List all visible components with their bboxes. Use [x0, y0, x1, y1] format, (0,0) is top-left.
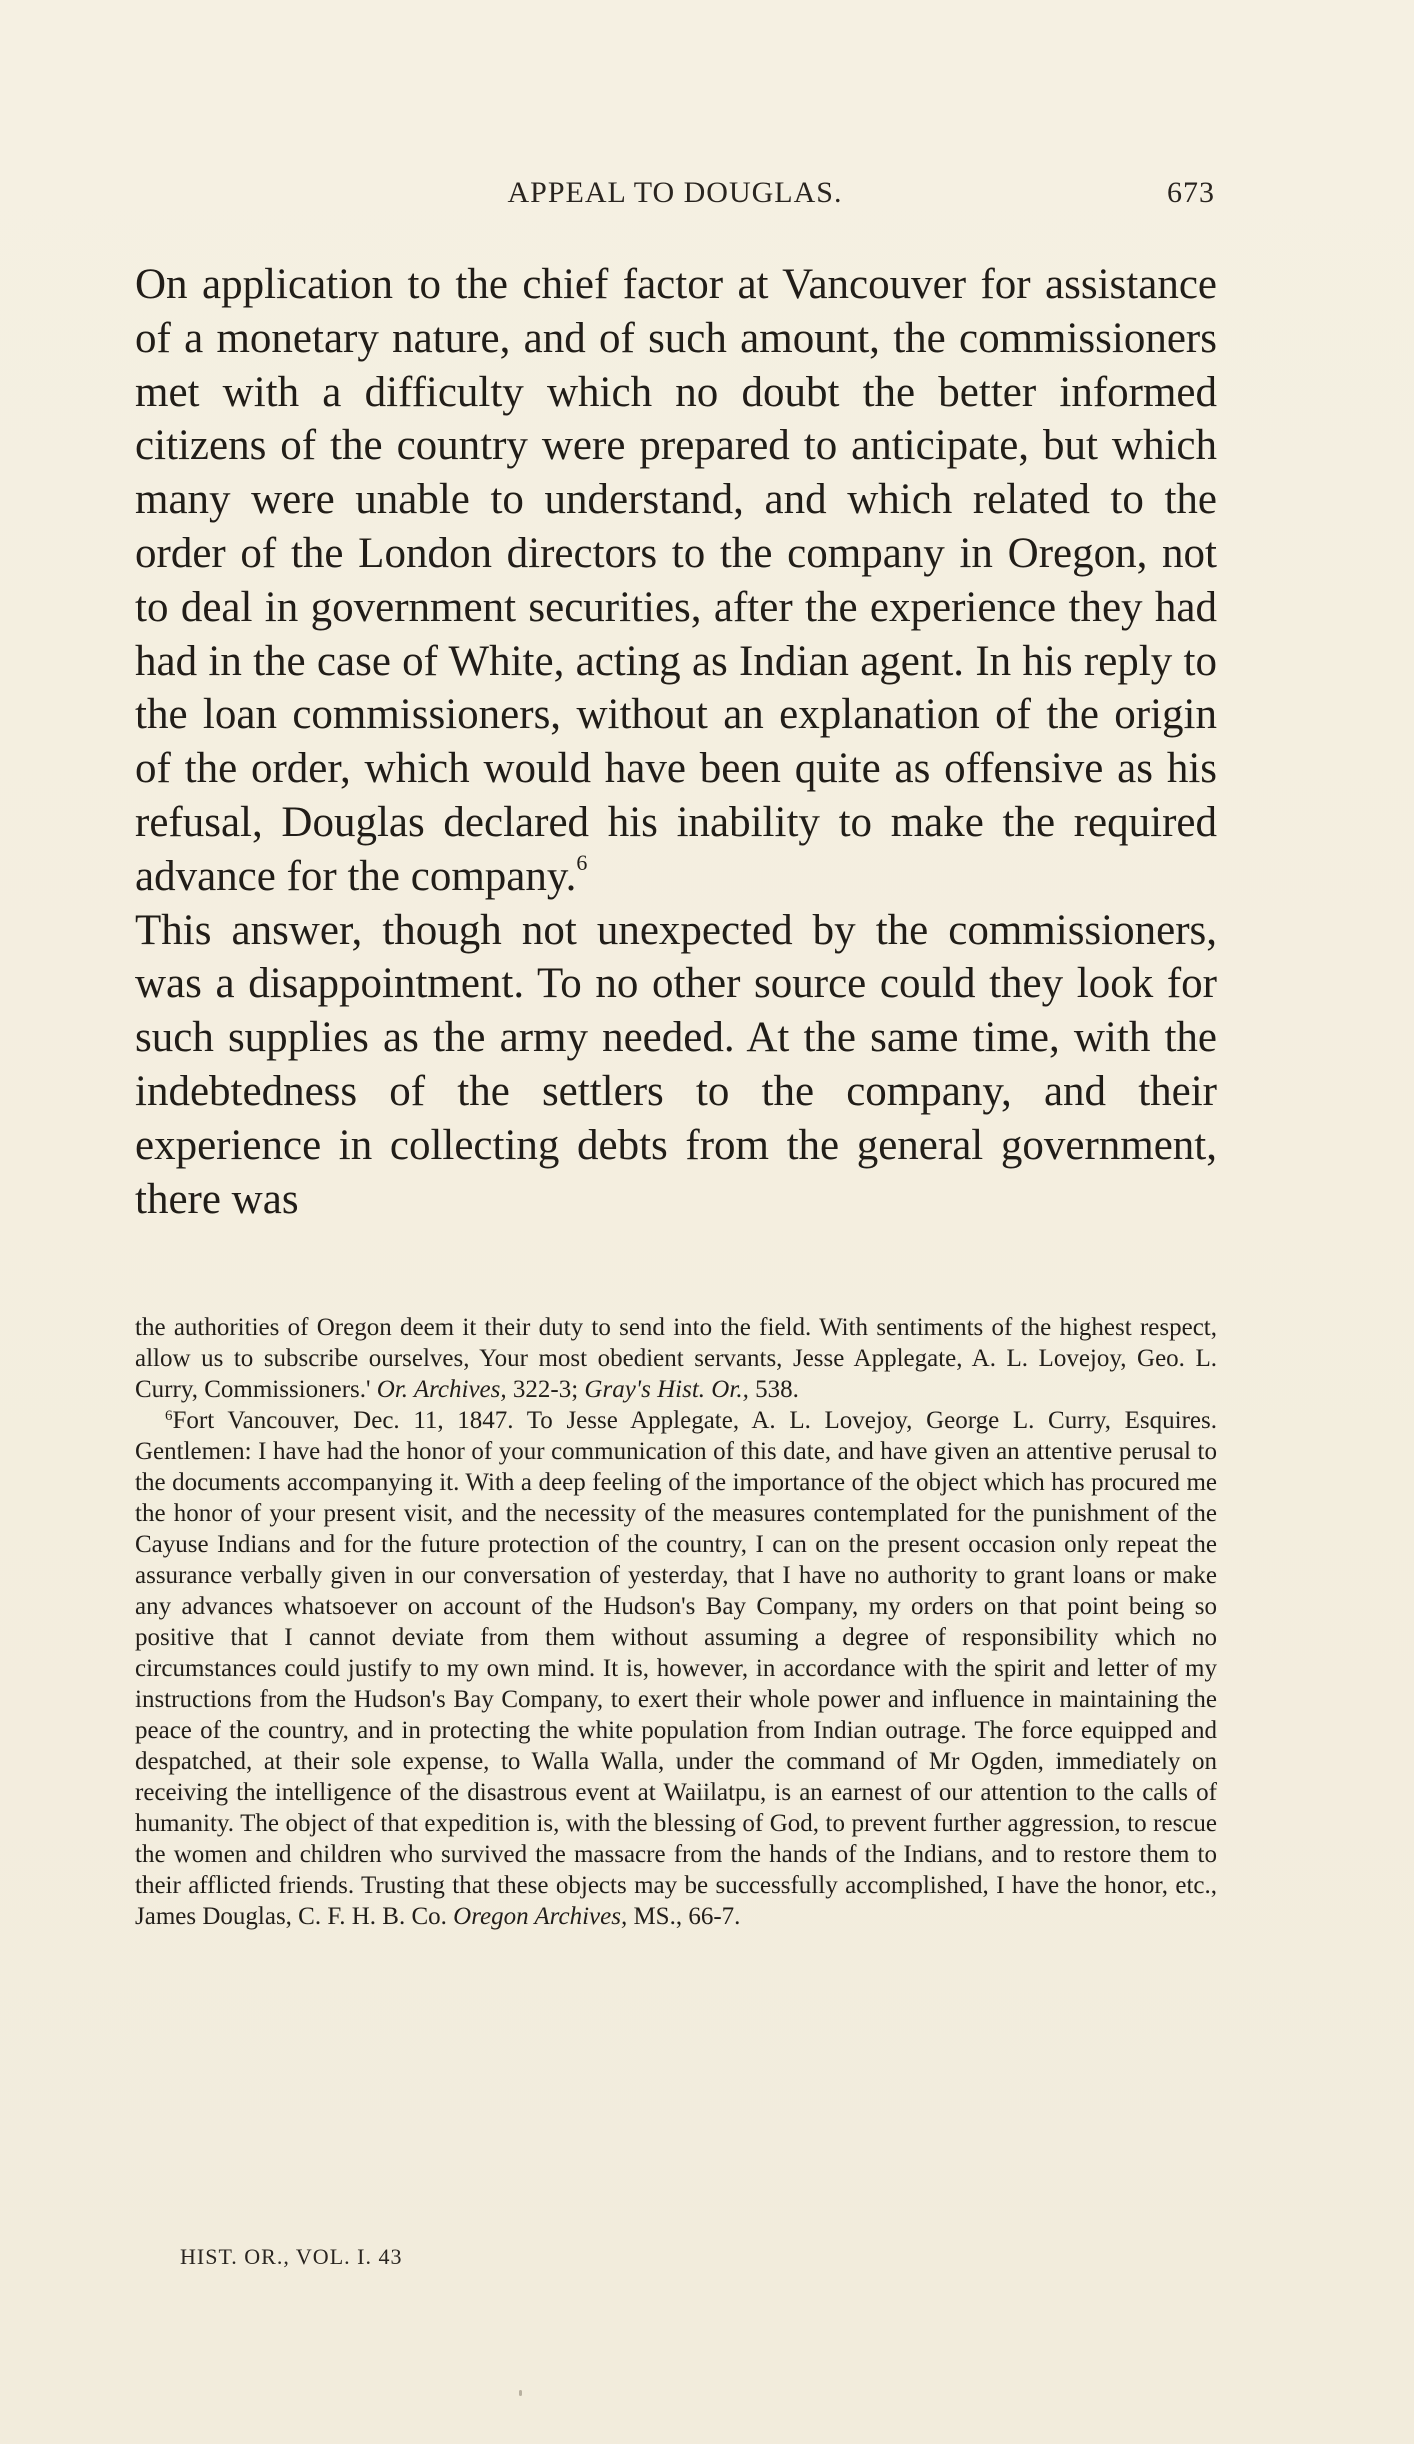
- citation-page: 538.: [755, 1376, 799, 1403]
- body-paragraph-2: This answer, though not unexpected by the commissioners, was a disappointment. To no other source could they look for such supplies as the army needed. At the same time, with the indebtedness of the settlers to the company, and their experience in collecting debts from the general government, there was: [135, 906, 1217, 1223]
- running-head: [135, 176, 1215, 216]
- footnote-continuation: [135, 1312, 1217, 1405]
- footnote-6: [135, 1405, 1217, 1932]
- footnote-6-marker: 6: [165, 1408, 173, 1424]
- citation-or-archives: Or. Archives,: [376, 1376, 507, 1403]
- signature-mark: HIST. OR., VOL. I. 43: [180, 2244, 403, 2269]
- paper-speck: [519, 2390, 522, 2396]
- footnote-6-text: Fort Vancouver, Dec. 11, 1847. To Jesse Applegate, A. L. Lovejoy, George L. Curry, Esquires. Gentlemen: I have had the honor of your communication of this date, and have given an attentive perusal to the documents accompanying it. With a deep feeling of the importance of the object which has procured me the honor of your present visit, and the necessity of the measures contemplated for the punishment of the Cayuse Indians and for the future protection of the country, I can on the present occasion only repeat the assurance verbally given in our conversation of yesterday, that I have no authority to grant loans or make any advances whatsoever on account of the Hudson's Bay Company, my orders on that point being so positive that I cannot deviate from them without assuming a degree of responsibility which no circumstances could justify to my own mind. It is, however, in accordance with the spirit and letter of my instructions from the Hudson's Bay Company, to exert their whole power and influence in maintaining the peace of the country, and in protecting the white population from Indian outrage. The force equipped and despatched, at their sole expense, to Walla Walla, under the command of Mr Ogden, immediately on receiving the intelligence of the disastrous event at Waiilatpu, is an earnest of our attention to the calls of humanity. The object of that expedition is, with the blessing of God, to prevent further aggression, to rescue the women and children who survived the massacre from the hands of the Indians, and to restore them to their afflicted friends. Trusting that these objects may be successfully accomplished, I have the honor, etc., James Douglas, C. F. H. B. Co.: [135, 1407, 1217, 1930]
- body-paragraph-1-text: On application to the chief factor at Vancouver for assistance of a monetary nature, and of such amount, the commissioners met with a difficulty which no doubt the better informed citizens of the country were prepared to anticipate, but which many were unable to understand, and which related to the order of the London directors to the company in Oregon, not to deal in government securities, after the experience they had had in the case of White, acting as Indian agent. In his reply to the loan commissioners, without an explanation of the origin of the order, which would have been quite as offensive as his refusal, Douglas declared his inability to make the required advance for the company.: [135, 261, 1217, 900]
- running-head-title: APPEAL TO DOUGLAS.: [507, 176, 843, 209]
- citation-grays-history: Gray's Hist. Or.,: [584, 1376, 749, 1403]
- citation-pages: 322-3;: [512, 1376, 579, 1403]
- citation-oregon-archives: Oregon Archives,: [453, 1903, 628, 1930]
- page-number: 673: [1167, 176, 1215, 209]
- footnotes: [135, 1312, 1217, 1932]
- main-text: [135, 258, 1217, 1226]
- footnote-ref-6: 6: [576, 849, 588, 875]
- footnote-continuation-text: the authorities of Oregon deem it their duty to send into the field. With sentiments of the highest respect, allow us to subscribe ourselves, Your most obedient servants, Jesse Applegate, A. L. Lovejoy, Geo. L. Curry, Commissioners.': [135, 1314, 1217, 1403]
- body-paragraph-1: [135, 258, 1217, 904]
- citation-manuscript: MS., 66-7.: [633, 1903, 741, 1930]
